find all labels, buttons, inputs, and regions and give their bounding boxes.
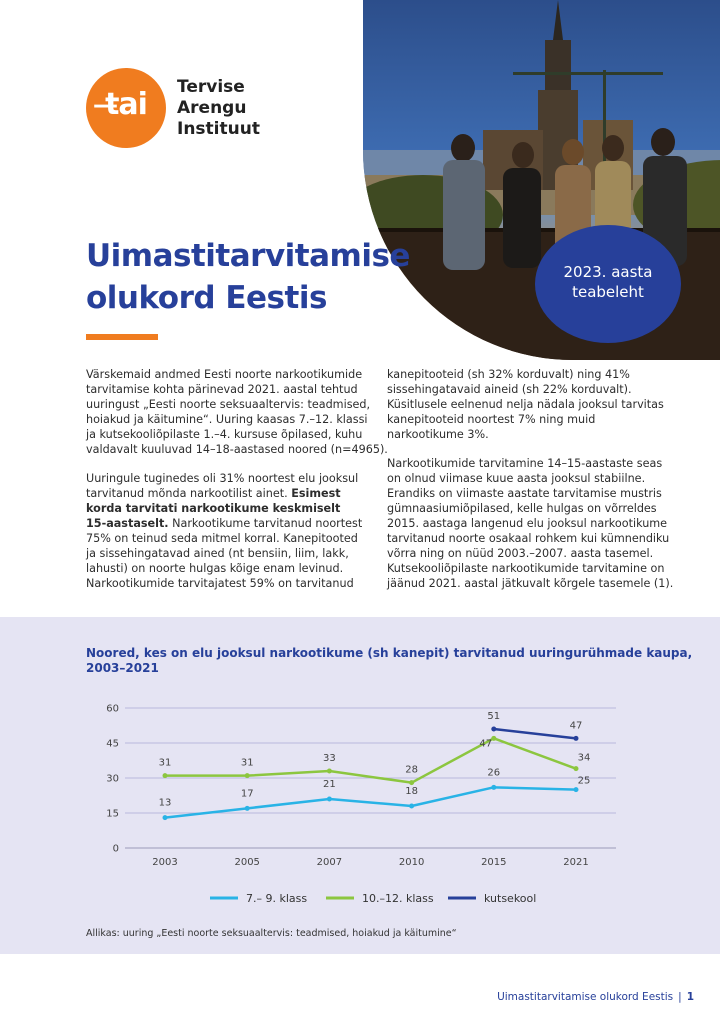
text-line: 2015. aastaga langenud elu jooksul narkootikume: [387, 517, 668, 530]
text-line: tarvitanud noorte osakaal rohkem kui kümnendiku: [387, 532, 670, 545]
year-badge-line: 2023. aasta: [563, 263, 653, 281]
data-label: 26: [487, 767, 501, 779]
text-line: kanepitooteid (sh 32% korduvalt) ning 41%: [387, 368, 630, 381]
data-point: [574, 766, 579, 771]
text-line: Kutsekooliõpilaste narkootikumide tarvitamine on: [387, 562, 665, 575]
data-label: 33: [323, 753, 336, 764]
text-line: lahusti) on noorte hulgas kõige enam levinud.: [86, 562, 344, 575]
text-line: ja sissehingatavad ained (nt bensiin, liim, lakk,: [86, 547, 349, 560]
text-line: 75% on teinud seda mitmel korral. Kanepitooted: [86, 532, 358, 545]
data-point: [491, 785, 496, 790]
tai-logo: [86, 68, 166, 148]
data-point: [409, 780, 414, 785]
data-label: 47: [569, 720, 583, 732]
chart-title-line: 2003–2021: [86, 661, 159, 675]
title-accent-bar: [86, 334, 158, 340]
x-tick-label: 2021: [563, 857, 589, 868]
data-point: [574, 736, 579, 741]
y-tick-label: 45: [106, 738, 119, 750]
data-point: [409, 804, 414, 809]
page-footer: [497, 991, 694, 1003]
text-span: Narkootikume tarvitanud noortest: [168, 517, 363, 530]
organization-name: [177, 77, 260, 140]
series-line: [165, 738, 576, 782]
data-label: 13: [158, 797, 172, 809]
data-label: 31: [158, 757, 172, 769]
text-line: Narkootikumide tarvitamine 14–15-aastaste seas: [387, 457, 663, 470]
source-note: Allikas: uuring „Eesti noorte seksuaaltervis: teadmised, hoiakud ja käitumine“: [86, 928, 457, 939]
text-line: Värskemaid andmed Eesti noorte narkootikumide: [86, 368, 363, 381]
page-title: [86, 235, 410, 319]
chart-title: [86, 646, 693, 676]
text-line: on olnud viimase kuue aasta jooksul stabiilne.: [387, 472, 646, 485]
data-label: 25: [577, 775, 591, 787]
text-line: [86, 516, 370, 531]
page-number: 1: [686, 991, 694, 1003]
bold-text-line: korda tarvitati narkootikume keskmiselt: [86, 502, 341, 515]
series-line: [494, 729, 576, 738]
text-line: uuringust „Eesti noorte seksuaaltervis: teadmised,: [86, 398, 371, 411]
footer-separator: |: [678, 991, 682, 1003]
data-label: 28: [405, 764, 418, 776]
paragraph: [86, 367, 388, 457]
text-line: sissehingatavaid aineid (sh 22% korduvalt).: [387, 383, 632, 396]
data-label: 18: [405, 786, 418, 797]
text-line: hoiakud ja käitumine“. Uuring kaasas 7.–12. klassi: [86, 413, 368, 426]
year-badge: [535, 225, 681, 343]
text-line: Uuringule tuginedes oli 31% noortest elu jooksul: [86, 472, 359, 485]
text-line: gümnaasiumiõpilased, kelle hulgas on võrreldes: [387, 502, 657, 515]
text-line: kanepitooteid noortest 7% ning muid: [387, 413, 596, 426]
paragraph: [86, 471, 370, 591]
year-badge-line: teabeleht: [572, 283, 644, 301]
organization-name-line: Instituut: [177, 119, 260, 139]
text-line: Narkootikumide tarvitajatest 59% on tarvitanud: [86, 577, 354, 590]
text-line: narkootikume 3%.: [387, 428, 489, 441]
text-line: võrra ning on nüüd 2003.–2007. aasta tasemel.: [387, 547, 654, 560]
x-tick-label: 2003: [152, 857, 178, 868]
data-label: 31: [240, 757, 254, 769]
data-point: [327, 797, 332, 802]
y-tick-label: 0: [112, 843, 119, 855]
text-line: jäänud 2021. aastal jätkuvalt kõrgele tasemele (1).: [387, 577, 674, 590]
bold-text-span: 15-aastaselt.: [86, 517, 169, 530]
organization-name-line: Tervise: [177, 77, 245, 97]
paragraph: [387, 367, 671, 442]
text-line: [86, 486, 370, 501]
legend-label: 7.– 9. klass: [246, 892, 308, 905]
data-label: 17: [240, 788, 254, 800]
chart-title-line: Noored, kes on elu jooksul narkootikume (sh kanepit) tarvitanud uuringurühmade kaupa,: [86, 646, 693, 660]
body-column-left: [86, 367, 388, 605]
text-line: Erandiks on viimaste aastate tarvitamise mustris: [387, 487, 662, 500]
data-label: 34: [577, 752, 591, 764]
line-chart: [80, 690, 640, 920]
y-tick-label: 60: [106, 703, 119, 715]
page-title-line: olukord Eestis: [86, 280, 327, 316]
legend-label: kutsekool: [484, 892, 537, 905]
legend-label: 10.–12. klass: [362, 892, 434, 905]
footer-label: Uimastitarvitamise olukord Eestis: [497, 991, 674, 1003]
y-tick-label: 15: [106, 808, 119, 820]
data-label: 21: [323, 779, 336, 790]
data-point: [163, 773, 168, 778]
text-line: Küsitlusele eelnenud nelja nädala jooksul tarvitas: [387, 398, 664, 411]
x-tick-label: 2010: [398, 857, 425, 868]
organization-name-line: Arengu: [177, 98, 247, 118]
body-column-right: [387, 367, 674, 605]
data-label: 47: [479, 738, 493, 750]
data-point: [327, 769, 332, 774]
data-point: [491, 727, 496, 732]
x-tick-label: 2015: [481, 857, 507, 868]
x-tick-label: 2007: [316, 857, 343, 868]
x-tick-label: 2005: [234, 857, 260, 868]
text-span: tarvitanud mõnda narkootilist ainet.: [86, 487, 292, 500]
data-point: [245, 806, 250, 811]
bold-text-span: Esimest: [291, 487, 341, 500]
paragraph: [387, 456, 674, 591]
text-line: valdavalt kuuluvad 14–18-aastased noored (n=4965).: [86, 443, 388, 456]
page-title-line: Uimastitarvitamise: [86, 238, 410, 274]
tai-logo-mark: t̶ai: [105, 87, 147, 122]
data-label: 51: [487, 711, 501, 722]
text-line: tarvitamise kohta pärinevad 2021. aastal tehtud: [86, 383, 358, 396]
data-point: [163, 815, 168, 820]
text-line: ja kutsekooliõpilaste 1.–4. kursuse õpilased, kuhu: [86, 428, 363, 441]
data-point: [245, 773, 250, 778]
y-tick-label: 30: [106, 773, 119, 785]
data-point: [574, 787, 579, 792]
